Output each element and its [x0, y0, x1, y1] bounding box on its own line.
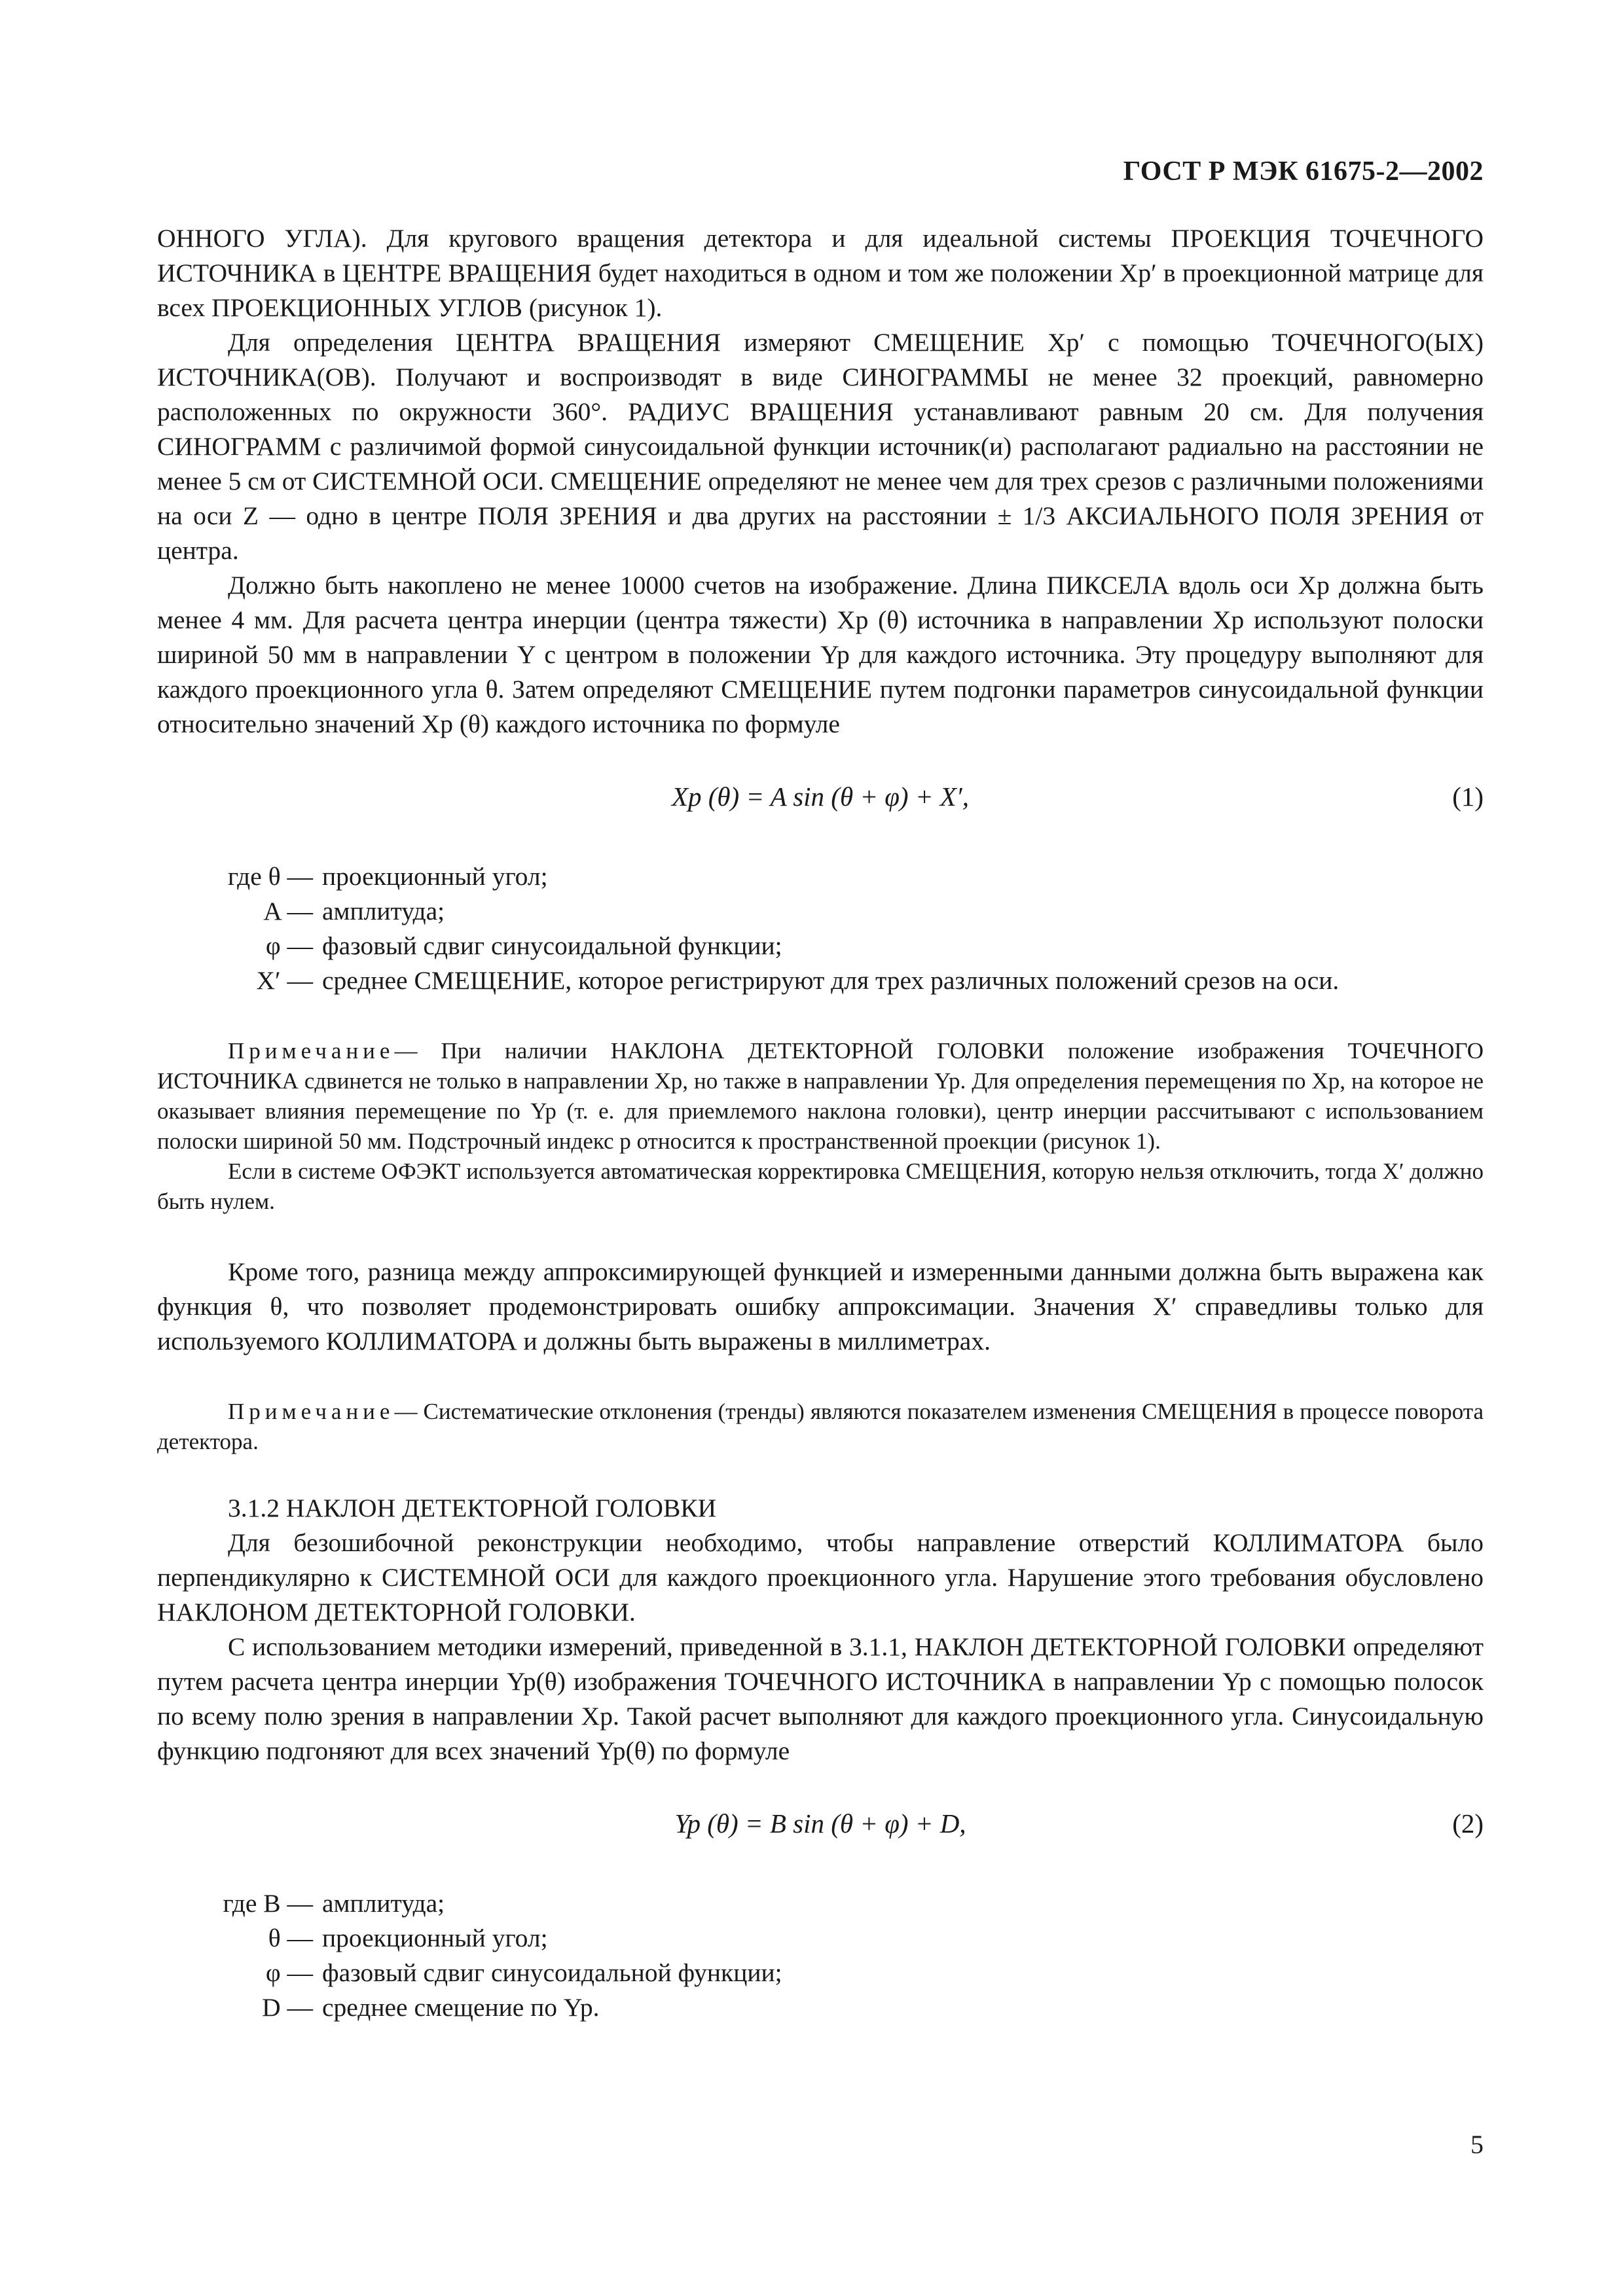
formula-1-expression: Xp (θ) = A sin (θ + φ) + X′,	[671, 781, 970, 812]
where-term: где θ —	[227, 862, 313, 891]
paragraph-approximation: Кроме того, разница между аппроксимирующей функцией и измеренными данными должна быть выражена как функция θ, что позволяет продемонстрировать ошибку аппроксимации. Значения X′ справедливы только для используемого КОЛЛИМАТОРА и должны быть выражены в миллиметрах.	[157, 1257, 1484, 1355]
formula-1	[157, 774, 1484, 820]
note-1-text: Примечание— При наличии НАКЛОНА ДЕТЕКТОРНОЙ ГОЛОВКИ положение изображения ТОЧЕЧНОГО ИСТОЧНИКА сдвинется не только в направлении Xp, но также в направлении Yp. Для определения перемещения по Xp, на которое не оказывает влияния перемещение по Yp (т. е. для приемлемого наклона головки), центр инерции рассчитывают с использованием полоски шириной 50 мм. Подстрочный индекс p относится к пространственной проекции (рисунок 1).	[157, 1038, 1484, 1154]
note-1	[157, 1036, 1484, 1217]
where-definition: амплитуда;	[322, 1889, 445, 1918]
where-definition: проекционный угол;	[322, 862, 548, 891]
where-row	[157, 929, 1484, 963]
where-definition: фазовый сдвиг синусоидальной функции;	[322, 931, 782, 960]
paragraph-continuation: ОННОГО УГЛА). Для кругового вращения детектора и для идеальной системы ПРОЕКЦИЯ ТОЧЕЧНОГО ИСТОЧНИКА в ЦЕНТРЕ ВРАЩЕНИЯ будет находиться в одном и том же положении Xp′ в проекционной матрице для всех ПРОЕКЦИОННЫХ УГЛОВ (рисунок 1).	[157, 224, 1484, 322]
where-term: φ —	[265, 931, 313, 960]
where-term: D —	[262, 1993, 313, 2022]
formula-2-expression: Yp (θ) = B sin (θ + φ) + D,	[674, 1808, 966, 1839]
where-row	[157, 963, 1484, 998]
paragraph-counts: Должно быть накоплено не менее 10000 счетов на изображение. Длина ПИКСЕЛА вдоль оси Xp должна быть менее 4 мм. Для расчета центра инерции (центра тяжести) Xp (θ) источника в направлении Xp используют полоски шириной 50 мм в направлении Y с центром в положении Yp для каждого источника. Эту процедуру выполняют для каждого проекционного угла θ. Затем определяют СМЕЩЕНИЕ путем подгонки параметров синусоидальной функции относительно значений Xp (θ) каждого источника по формуле	[157, 571, 1484, 738]
formula-1-number: (1)	[1452, 781, 1484, 812]
note-label: Примечание	[228, 1038, 395, 1064]
section-heading: 3.1.2 НАКЛОН ДЕТЕКТОРНОЙ ГОЛОВКИ	[228, 1494, 717, 1522]
paragraph-collimator: Для безошибочной реконструкции необходимо, чтобы направление отверстий КОЛЛИМАТОРА было перпендикулярно к СИСТЕМНОЙ ОСИ для каждого проекционного угла. Нарушение этого требования обусловлено НАКЛОНОМ ДЕТЕКТОРНОЙ ГОЛОВКИ.	[157, 1528, 1484, 1626]
document-header: ГОСТ Р МЭК 61675-2—2002	[1123, 156, 1484, 187]
where-row	[157, 859, 1484, 894]
paragraph-tilt-method: С использованием методики измерений, приведенной в 3.1.1, НАКЛОН ДЕТЕКТОРНОЙ ГОЛОВКИ определяют путем расчета центра инерции Yp(θ) изображения ТОЧЕЧНОГО ИСТОЧНИКА в направлении Yp с помощью полосок по всему полю зрения в направлении Xp. Такой расчет выполняют для каждого проекционного угла. Синусоидальную функцию подгоняют для всех значений Yp(θ) по формуле	[157, 1632, 1484, 1765]
formula-2	[157, 1801, 1484, 1847]
where-lead: где	[227, 862, 262, 891]
where-list-2	[157, 1886, 1484, 2025]
where-term: θ —	[268, 1924, 313, 1952]
where-term: где B —	[223, 1889, 313, 1918]
where-row	[157, 1956, 1484, 1990]
where-term: X′ —	[256, 966, 313, 995]
where-row	[157, 1886, 1484, 1921]
page-content	[157, 221, 1484, 2025]
where-term: φ —	[265, 1958, 313, 1987]
where-term: A —	[263, 897, 313, 925]
formula-2-number: (2)	[1452, 1808, 1484, 1839]
where-list-1	[157, 859, 1484, 998]
where-row	[157, 894, 1484, 929]
where-row	[157, 1921, 1484, 1956]
paragraph-center-of-rotation: Для определения ЦЕНТРА ВРАЩЕНИЯ измеряют СМЕЩЕНИЕ Xp′ с помощью ТОЧЕЧНОГО(ЫХ) ИСТОЧНИКА(ОВ). Получают и воспроизводят в виде СИНОГРАММЫ не менее 32 проекций, равномерно расположенных по окружности 360°. РАДИУС ВРАЩЕНИЯ устанавливают равным 20 см. Для получения СИНОГРАММ с различимой формой синусоидальной функции источник(и) располагают радиально на расстоянии не менее 5 см от СИСТЕМНОЙ ОСИ. СМЕЩЕНИЕ определяют не менее чем для трех срезов с различными положениями на оси Z — одно в центре ПОЛЯ ЗРЕНИЯ и два других на расстоянии ± 1/3 АКСИАЛЬНОГО ПОЛЯ ЗРЕНИЯ от центра.	[157, 328, 1484, 565]
page-number: 5	[1470, 2130, 1484, 2159]
where-definition: проекционный угол;	[322, 1924, 548, 1952]
where-row	[157, 1990, 1484, 2025]
where-definition: фазовый сдвиг синусоидальной функции;	[322, 1958, 782, 1987]
note-2-text: Примечание— Систематические отклонения (тренды) являются показателем изменения СМЕЩЕНИЯ в процессе поворота детектора.	[157, 1399, 1484, 1454]
note-2	[157, 1397, 1484, 1457]
where-definition: среднее смещение по Yp.	[322, 1993, 600, 2022]
where-definition: среднее СМЕЩЕНИЕ, которое регистрируют для трех различных положений срезов на оси.	[322, 966, 1340, 995]
note-label: Примечание	[228, 1399, 395, 1424]
note-1-text-2: Если в системе ОФЭКТ используется автоматическая корректировка СМЕЩЕНИЯ, которую нельзя отключить, тогда X′ должно быть нулем.	[157, 1158, 1484, 1214]
where-definition: амплитуда;	[322, 897, 445, 925]
where-lead: где	[223, 1889, 257, 1918]
